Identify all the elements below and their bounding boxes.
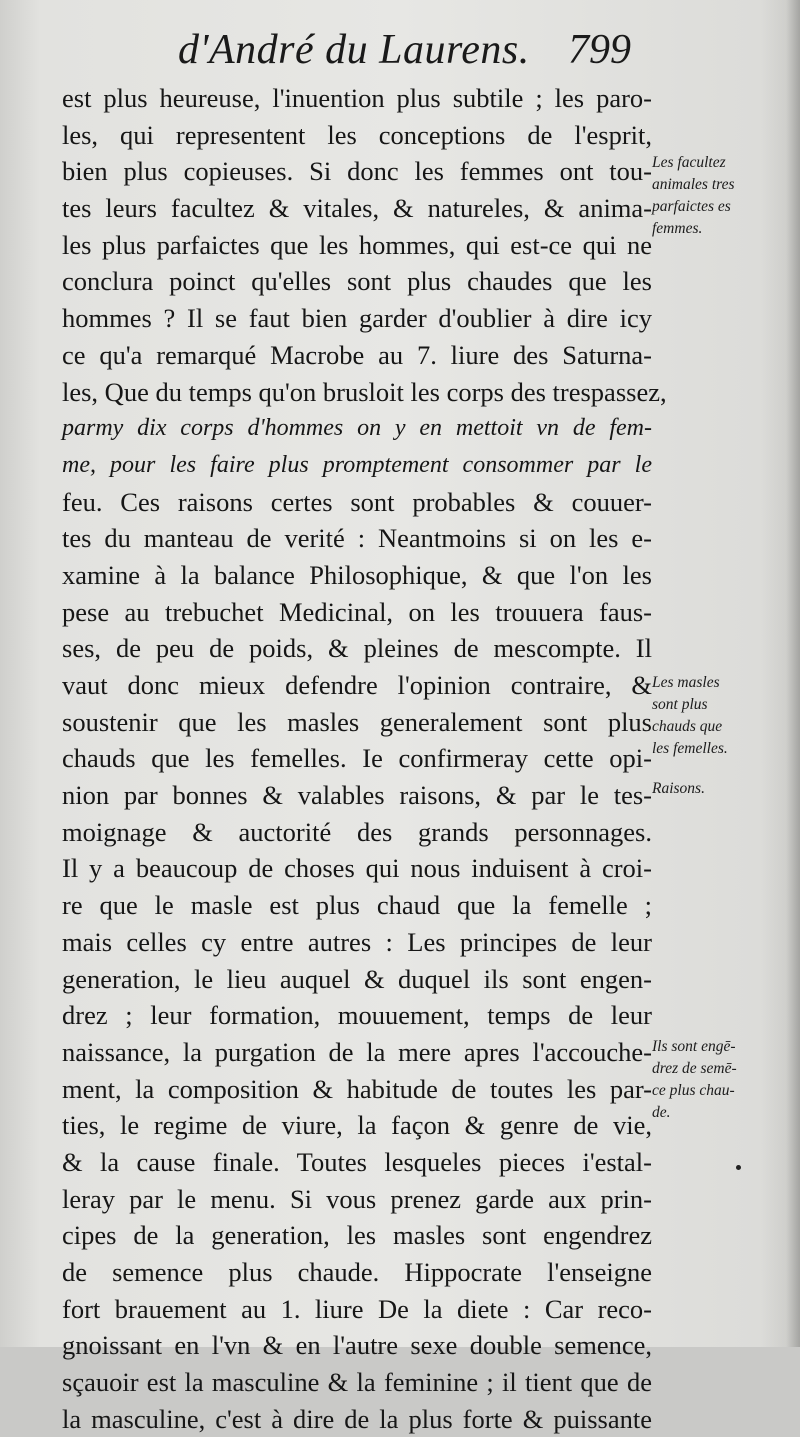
text-line: ce qu'a remarqué Macrobe au 7. liure des Saturna- <box>62 339 652 370</box>
text-line: conclura poinct qu'elles sont plus chaudes que les <box>62 266 652 297</box>
margin-note-raisons <box>652 778 798 800</box>
margin-note-line: ce plus chau- <box>652 1082 735 1099</box>
running-head: d'André du Laurens. <box>178 27 530 73</box>
text-line: feu. Ces raisons certes sont probables & couuer- <box>62 486 652 517</box>
text-line: tes du manteau de verité : Neantmoins si on les e- <box>62 523 652 554</box>
text-line: les plus parfaictes que les hommes, qui est-ce qui ne <box>62 229 652 260</box>
margin-note-engendrez <box>652 1036 798 1124</box>
text-line: la masculine, c'est à dire de la plus forte & puissante <box>62 1403 652 1434</box>
margin-note-line: chauds que <box>652 718 723 735</box>
margin-note-facultez <box>652 152 798 240</box>
text-line: me, pour les faire plus promptement consommer par le <box>62 451 652 478</box>
margin-note-line: parfaictes es <box>652 198 731 215</box>
margin-note-line: sont plus <box>652 696 708 713</box>
text-line: hommes ? Il se faut bien garder d'oublier à dire icy <box>62 303 652 334</box>
text-line: ties, le regime de viure, la façon & genre de vie, <box>62 1110 652 1141</box>
text-line: de semence plus chaude. Hippocrate l'enseigne <box>62 1257 652 1287</box>
text-line: est plus heureuse, l'inuention plus subtile ; les paro- <box>62 83 652 113</box>
margin-note-line: animales tres <box>652 176 735 193</box>
text-line: fort brauement au 1. liure De la diete : Car reco- <box>62 1293 652 1324</box>
text-line: vaut donc mieux defendre l'opinion contraire, & <box>62 670 652 700</box>
text-line: sçauoir est la masculine & la feminine ; il tient que de <box>62 1367 652 1398</box>
ink-dot <box>736 1165 741 1170</box>
body-text <box>62 80 667 1437</box>
margin-note-line: Les masles <box>652 674 720 691</box>
text-line: nion par bonnes & valables raisons, & par le tes- <box>62 780 652 811</box>
text-line: mais celles cy entre autres : Les principes de leur <box>62 926 652 957</box>
text-line: bien plus copieuses. Si donc les femmes ont tou- <box>62 156 652 187</box>
text-line: les, qui representent les conceptions de l'esprit, <box>62 119 652 150</box>
text-line: Il y a beaucoup de choses qui nous induisent à croi- <box>62 853 652 884</box>
text-line: drez ; leur formation, mouuement, temps de leur <box>62 1000 652 1031</box>
page-edge-shadow <box>786 0 800 1347</box>
text-line: ses, de peu de poids, & pleines de mescompte. Il <box>62 633 652 664</box>
text-line: les, Que du temps qu'on brusloit les corps des trespassez, <box>62 376 667 407</box>
text-line: ment, la composition & habitude de toutes les par- <box>62 1073 652 1104</box>
text-line: parmy dix corps d'hommes on y en mettoit vn de fem- <box>62 415 652 442</box>
text-line: pese au trebuchet Medicinal, on les trouuera faus- <box>62 596 652 627</box>
margin-note-line: les femelles. <box>652 740 728 757</box>
text-line: & la cause finale. Toutes lesqueles pieces i'estal- <box>62 1146 652 1177</box>
text-line: chauds que les femelles. Ie confirmeray cette opi- <box>62 743 652 774</box>
text-line: generation, le lieu auquel & duquel ils sont engen- <box>62 963 652 994</box>
margin-note-line: Ils sont engē- <box>652 1038 736 1055</box>
margin-note-line: de. <box>652 1104 671 1121</box>
text-line: re que le masle est plus chaud que la femelle ; <box>62 890 652 921</box>
margin-note-masles <box>652 672 798 760</box>
text-line: moignage & auctorité des grands personnages. <box>62 816 652 847</box>
text-line: soustenir que les masles generalement sont plus <box>62 706 652 737</box>
margin-note-line: Les facultez <box>652 154 726 171</box>
text-line: leray par le menu. Si vous prenez garde aux prin- <box>62 1183 652 1214</box>
text-line: xamine à la balance Philosophique, & que l'on les <box>62 559 652 590</box>
page-header <box>0 26 800 82</box>
margin-note-line: drez de semē- <box>652 1060 737 1077</box>
text-line: naissance, la purgation de la mere apres l'accouche- <box>62 1036 652 1067</box>
text-line: cipes de la generation, les masles sont engendrez <box>62 1220 652 1251</box>
text-line: gnoissant en l'vn & en l'autre sexe double semence, <box>62 1330 652 1361</box>
margin-note-line: femmes. <box>652 220 703 237</box>
text-line: tes leurs facultez & vitales, & natureles, & anima- <box>62 193 652 224</box>
page-number: 799 <box>568 27 631 73</box>
margin-note-line: Raisons. <box>652 780 705 797</box>
